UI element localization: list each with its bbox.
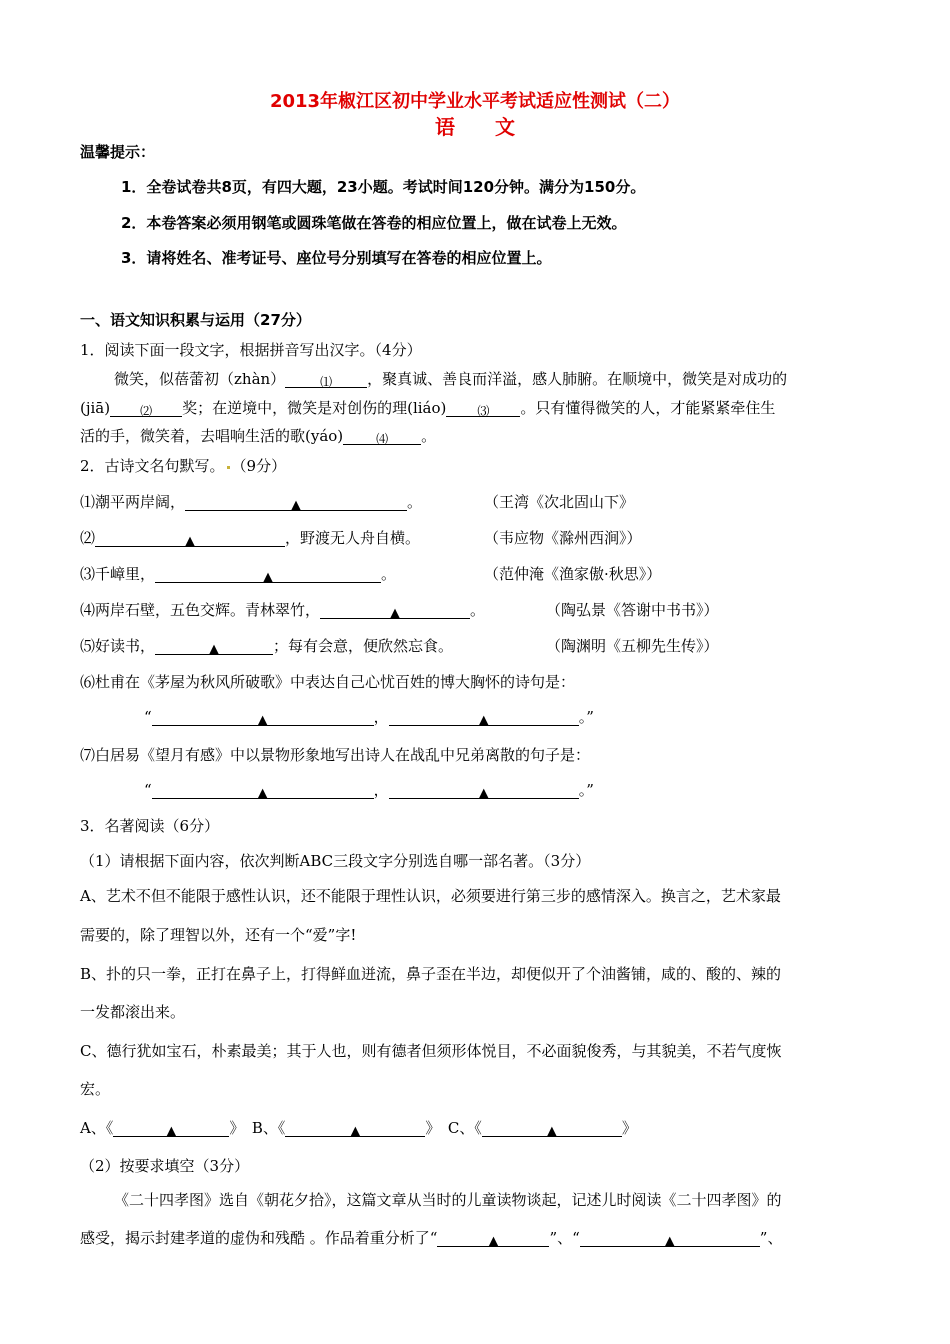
passage-c-line: 宏。 [80, 1080, 111, 1098]
poem-text: 。 [470, 601, 486, 619]
poem-text: 。 [407, 493, 423, 511]
poem-item-6: ⑹杜甫在《茅屋为秋风所破歌》中表达自己心忧百姓的博大胸怀的诗句是： [80, 673, 576, 691]
triangle-marker-icon: ▲ [185, 534, 196, 549]
poem-source: （王湾《次北固山下》 [484, 493, 635, 511]
poem-item-5 [80, 636, 453, 656]
comma: ， [373, 708, 389, 726]
poem-source: （陶弘景《答谢中书书》） [546, 601, 719, 619]
answer-blank-1[interactable] [285, 371, 367, 388]
book-blank-b[interactable] [285, 1120, 425, 1137]
blank-number: ⑴ [320, 375, 333, 389]
triangle-marker-icon: ▲ [257, 786, 268, 801]
part2-text: ”、“ [549, 1229, 580, 1247]
q1-line1 [114, 369, 787, 389]
quote-mark: 。” [578, 781, 594, 799]
q1-text: 微笑，似蓓蕾初（zhàn） [114, 370, 286, 388]
answer-label: 》 B、《 [229, 1119, 286, 1137]
q2-score: （9分） [231, 457, 287, 475]
q1-text: ，聚真诚、善良而洋溢，感人肺腑。在顺境中，微笑是对成功的 [367, 370, 788, 388]
q2-stem-text: 2．古诗文名句默写。 [80, 457, 225, 475]
q3-part1: （1）请根据下面内容，依次判断ABC三段文字分别选自哪一部名著。（3分） [80, 852, 591, 870]
poem-text: ；每有会意，便欣然忘食。 [273, 637, 454, 655]
poem-source: （韦应物《滁州西涧》） [484, 529, 642, 547]
poem-item-2 [80, 528, 420, 548]
poem-item-4 [80, 600, 485, 620]
part2-text-line2 [80, 1228, 782, 1248]
exam-title: 2013年椒江区初中学业水平考试适应性测试（二） [269, 91, 681, 112]
poem-blank[interactable] [155, 566, 381, 583]
blank-number: ⑷ [376, 432, 389, 446]
q3-part2: （2）按要求填空（3分） [80, 1157, 250, 1175]
poem-item-6-answer [144, 707, 594, 727]
poem-source: （陶渊明《五柳先生传》） [546, 637, 719, 655]
triangle-marker-icon: ▲ [488, 1234, 499, 1249]
q3-stem: 3．名著阅读（6分） [80, 817, 220, 835]
triangle-marker-icon: ▲ [546, 1124, 557, 1139]
poem-item-7-answer [144, 780, 594, 800]
answer-blank-3[interactable] [446, 400, 520, 417]
passage-a-line: 需要的，除了理智以外，还有一个“爱”字! [80, 926, 357, 944]
passage-b-line: 一发都滚出来。 [80, 1003, 186, 1021]
tip-item: 2．本卷答案必须用钢笔或圆珠笔做在答卷的相应位置上，做在试卷上无效。 [121, 214, 627, 232]
triangle-marker-icon: ▲ [478, 713, 489, 728]
triangle-marker-icon: ▲ [478, 786, 489, 801]
passage-c-line: C、德行犹如宝石，朴素最美；其于人也，则有德者但须形体悦目，不必面貌俊秀，与其貌美，不若气度恢 [80, 1042, 782, 1060]
q1-stem: 1．阅读下面一段文字，根据拼音写出汉字。（4分） [80, 341, 422, 359]
poem-blank[interactable] [389, 782, 579, 799]
poem-blank[interactable] [152, 709, 374, 726]
triangle-marker-icon: ▲ [350, 1124, 361, 1139]
q1-text: 。只有懂得微笑的人，才能紧紧牵住生 [520, 399, 776, 417]
poem-text: ⑷两岸石壁，五色交辉。青林翠竹， [80, 601, 321, 619]
poem-blank[interactable] [320, 602, 470, 619]
triangle-marker-icon: ▲ [209, 642, 220, 657]
triangle-marker-icon: ▲ [390, 606, 401, 621]
answer-label: 》 [621, 1119, 637, 1137]
poem-blank[interactable] [185, 494, 407, 511]
part2-text: ”、 [759, 1229, 783, 1247]
answer-blank-2[interactable] [110, 400, 182, 417]
poem-text: 。 [381, 565, 397, 583]
poem-text: ⑵ [80, 529, 96, 547]
q1-text: (jiā) [80, 399, 111, 417]
part2-text: 感受，揭示封建孝道的虚伪和残酷 。作品着重分析了“ [80, 1229, 438, 1247]
q1-text: 奖；在逆境中，微笑是对创伤的理(liáo) [182, 399, 447, 417]
triangle-marker-icon: ▲ [257, 713, 268, 728]
blank-number: ⑶ [477, 404, 490, 418]
part2-blank[interactable] [580, 1230, 760, 1247]
quote-mark: “ [144, 708, 152, 726]
q1-text: 。 [421, 427, 437, 445]
poem-source: （范仲淹《渔家傲·秋思》） [484, 565, 662, 583]
poem-blank[interactable] [152, 782, 374, 799]
triangle-marker-icon: ▲ [664, 1234, 675, 1249]
triangle-marker-icon: ▲ [166, 1124, 177, 1139]
blank-number: ⑵ [140, 404, 153, 418]
triangle-marker-icon: ▲ [291, 498, 302, 513]
passage-b-line: B、扑的只一拳，正打在鼻子上，打得鲜血迸流，鼻子歪在半边，却便似开了个油酱铺，咸的、酸的、辣的 [80, 965, 782, 983]
section-heading: 一、语文知识积累与运用（27分） [80, 311, 311, 329]
poem-blank[interactable] [389, 709, 579, 726]
poem-blank[interactable] [95, 530, 285, 547]
q2-stem [80, 456, 286, 476]
q1-line2 [80, 398, 775, 418]
subject-title: 语 文 [435, 115, 515, 139]
poem-item-3 [80, 564, 396, 584]
tip-item: 3．请将姓名、准考证号、座位号分别填写在答卷的相应位置上。 [121, 249, 552, 267]
poem-text: ⑶千嶂里， [80, 565, 156, 583]
book-blank-c[interactable] [482, 1120, 622, 1137]
passage-a-line: A、艺术不但不能限于感性认识，还不能限于理性认识，必须要进行第三步的感情深入。换言之，艺术家最 [80, 887, 781, 905]
quote-mark: “ [144, 781, 152, 799]
q1-line3 [80, 426, 436, 446]
triangle-marker-icon: ▲ [263, 570, 274, 585]
poem-item-1 [80, 492, 422, 512]
poem-text: ⑴潮平两岸阔， [80, 493, 186, 511]
part2-blank[interactable] [437, 1230, 549, 1247]
quote-mark: 。” [578, 708, 594, 726]
answer-label: A、《 [80, 1119, 114, 1137]
tip-item: 1．全卷试卷共8页，有四大题，23小题。考试时间120分钟。满分为150分。 [121, 178, 646, 196]
q1-text: 活的手，微笑着，去唱响生活的歌(yáo) [80, 427, 344, 445]
comma: ， [373, 781, 389, 799]
answer-label: 》 C、《 [425, 1119, 482, 1137]
part2-text: 《二十四孝图》选自《朝花夕拾》，这篇文章从当时的儿童读物谈起，记述儿时阅读《二十四孝图》的 [114, 1191, 782, 1209]
book-blank-a[interactable] [113, 1120, 229, 1137]
tips-heading: 温馨提示： [80, 143, 156, 161]
book-answers [80, 1118, 637, 1138]
poem-text: ⑸好读书， [80, 637, 156, 655]
poem-item-7: ⑺白居易《望月有感》中以景物形象地写出诗人在战乱中兄弟离散的句子是： [80, 746, 591, 764]
poem-text: ，野渡无人舟自横。 [285, 529, 421, 547]
answer-blank-4[interactable] [343, 428, 421, 445]
stray-dot [227, 466, 230, 469]
poem-blank[interactable] [155, 638, 273, 655]
